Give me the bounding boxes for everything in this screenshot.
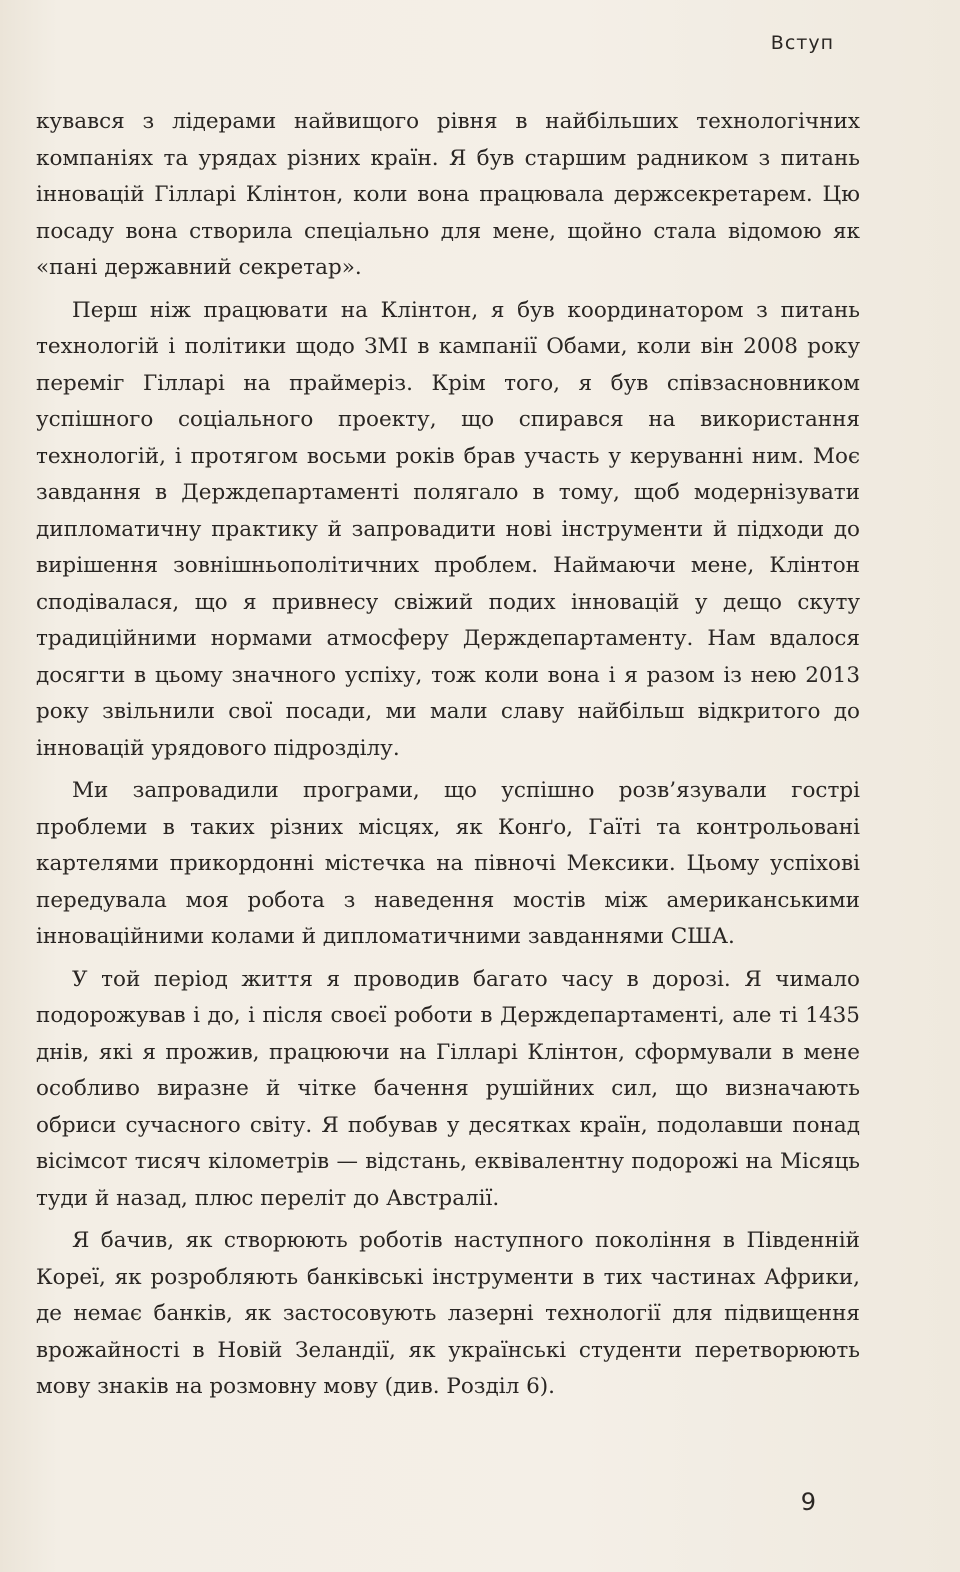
- paragraph: Я бачив, як створюють роботів наступного покоління в Південній Кореї, як розробляють банківські інструменти в тих частинах Африки, де немає банків, як застосовують лазерні технології для підвищення врожайності в Новій Зеландії, як українські студенти перетворюють мову знаків на розмовну мову (див. Розділ 6).: [36, 1228, 860, 1399]
- body-text: [36, 104, 860, 1406]
- page-number: 9: [800, 1488, 816, 1516]
- paragraph: Перш ніж працювати на Клінтон, я був координатором з питань технологій і політики щодо ЗМІ в кампанії Обами, коли він 2008 року переміг Гілларі на праймеріз. Крім того, я був співзасновником успішного соціального проекту, що спирався на використання технологій, і протягом восьми років брав участь у керуванні ним. Моє завдання в Держдепартаменті полягало в тому, щоб модернізувати дипломатичну практику й запровадити нові інструменти й підходи до вирішення зовнішньополітичних проблем. Наймаючи мене, Клінтон сподівалася, що я привнесу свіжий подих інновацій у дещо скуту традиційними нормами атмосферу Держдепартаменту. Нам вдалося досягти в цьому значного успіху, тож коли вона і я разом із нею 2013 року звільнили свої посади, ми мали славу найбільш відкритого до інновацій урядового підрозділу.: [36, 297, 860, 761]
- paragraph-continued: кувався з лідерами найвищого рівня в найбільших технологічних компаніях та урядах різних країн. Я був старшим радником з питань інновацій Гілларі Клінтон, коли вона працювала держсекретарем. Цю посаду вона створила спеціально для мене, щойно стала відомою як «пані державний секретар».: [36, 109, 860, 280]
- paragraph: Ми запровадили програми, що успішно розв’язували гострі проблеми в таких різних місцях, як Конґо, Гаїті та контрольовані картелями прикордонні містечка на півночі Мексики. Цьому успіхові передувала моя робота з наведення мостів між американськими інноваційними колами й дипломатичними завданнями США.: [36, 778, 860, 949]
- running-head: Вступ: [770, 32, 834, 54]
- paragraph: У той період життя я проводив багато часу в дорозі. Я чимало подорожував і до, і після своєї роботи в Держдепартаменті, але ті 1435 днів, які я прожив, працюючи на Гілларі Клінтон, сформували в мене особливо виразне й чітке бачення рушійних сил, що визначають обриси сучасного світу. Я побував у десятках країн, подолавши понад вісімсот тисяч кілометрів — відстань, еквівалентну подорожі на Місяць туди й назад, плюс переліт до Австралії.: [36, 966, 860, 1211]
